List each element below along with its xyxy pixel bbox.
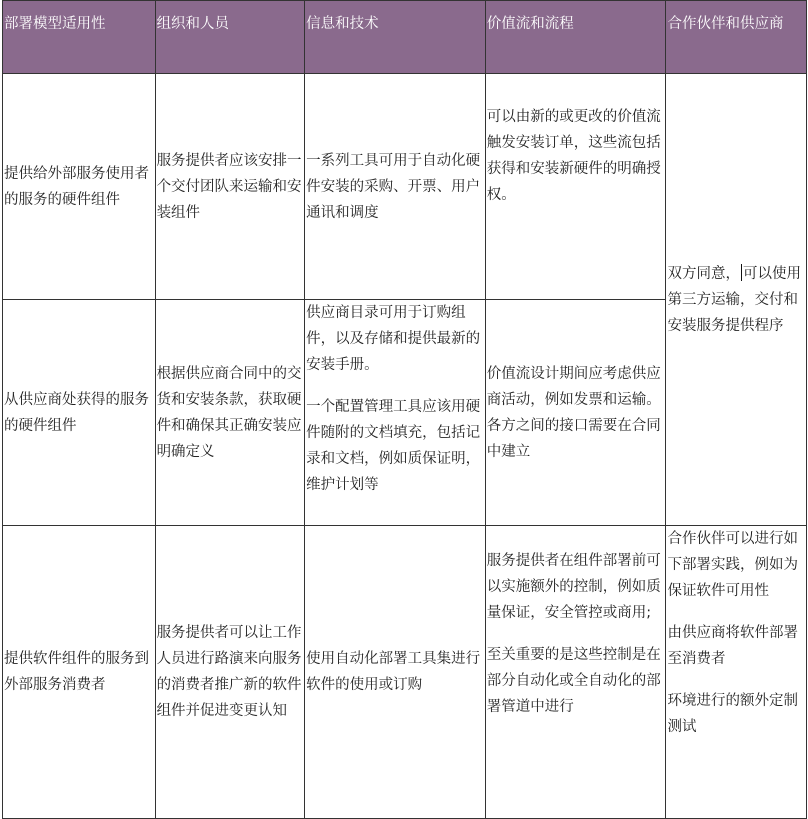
cell-paragraph: 服务提供者在组件部署前可以实施额外的控制，例如质量保证，安全管控或商用; <box>486 553 661 621</box>
cell-paragraph: 一个配置管理工具应该用硬件随附的文档填充，包括记录和文档，例如质保证明，维护计划等 <box>306 399 481 493</box>
cell-paragraph: 供应商目录可用于订购组件，以及存储和提供最新的安装手册。 <box>306 305 481 373</box>
cell-deployment-model: 提供软件组件的服务到外部服务消费者 <box>3 526 156 819</box>
cell-information-technology: 使用自动化部署工具集进行软件的使用或订购 <box>305 526 486 819</box>
cell-deployment-model: 从供应商处获得的服务的硬件组件 <box>3 300 156 526</box>
table-row <box>3 526 807 819</box>
cell-paragraph: 环境进行的额外定制测试 <box>667 693 798 735</box>
header-information-technology: 信息和技术 <box>305 1 486 74</box>
cell-paragraph: 合作伙伴可以进行如下部署实践，例如为保证软件可用性 <box>667 531 798 599</box>
header-partners-suppliers: 合作伙伴和供应商 <box>666 1 807 74</box>
table-header <box>3 1 807 74</box>
header-organization-people: 组织和人员 <box>155 1 305 74</box>
cell-value-streams: 价值流设计期间应考虑供应商活动，例如发票和运输。各方之间的接口需要在合同中建立 <box>485 300 666 526</box>
cell-deployment-model: 提供给外部服务使用者的服务的硬件组件 <box>3 74 156 300</box>
cell-organization-people: 服务提供者应该安排一个交付团队来运输和安装组件 <box>155 74 305 300</box>
cell-text-part: 双方同意， <box>667 265 740 282</box>
header-value-streams-processes: 价值流和流程 <box>485 1 666 74</box>
cell-paragraph: 至关重要的是这些控制是在部分自动化或全自动化的部署管道中进行 <box>486 647 661 715</box>
cell-value-streams <box>485 526 666 819</box>
cell-paragraph: 由供应商将软件部署至消费者 <box>667 625 798 667</box>
cell-organization-people: 服务提供者可以让工作人员进行路演来向服务的消费者推广新的软件组件并促进变更认知 <box>155 526 305 819</box>
cell-organization-people: 根据供应商合同中的交货和安装条款，获取硬件和确保其正确安装应明确定义 <box>155 300 305 526</box>
cell-information-technology <box>305 300 486 526</box>
cell-value-streams: 可以由新的或更改的价值流触发安装订单，这些流包括获得和安装新硬件的明确授权。 <box>485 74 666 300</box>
cell-text-part: 可以使用第三方运输，交付和安装服务提供程序 <box>667 265 801 334</box>
deployment-model-table <box>2 0 807 819</box>
header-deployment-model: 部署模型适用性 <box>3 1 156 74</box>
cell-information-technology: 一系列工具可用于自动化硬件安装的采购、开票、用户通讯和调度 <box>305 74 486 300</box>
cell-partners-suppliers <box>666 74 807 526</box>
table-row <box>3 74 807 300</box>
table-body <box>3 74 807 819</box>
header-row <box>3 1 807 74</box>
text-cursor <box>741 264 742 281</box>
cell-partners-suppliers <box>666 526 807 819</box>
